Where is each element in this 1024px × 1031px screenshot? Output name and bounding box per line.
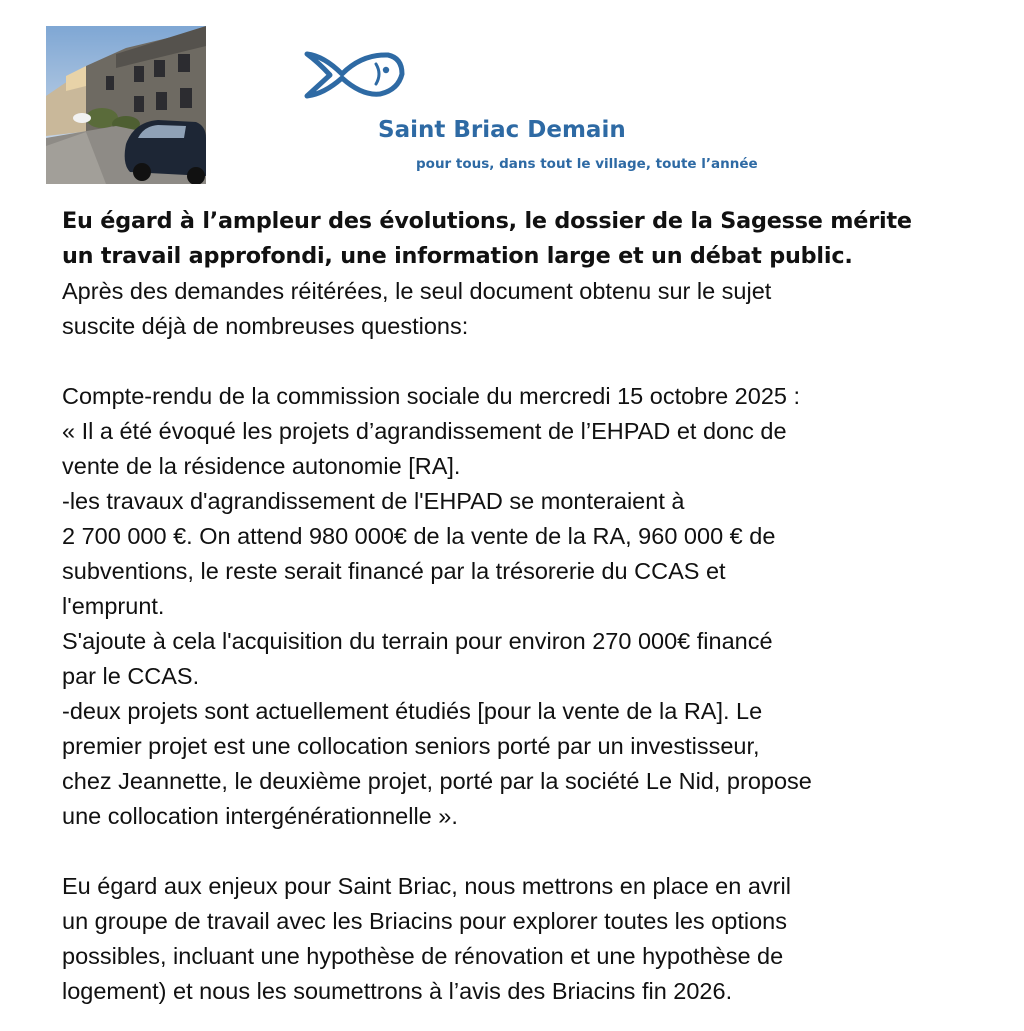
fish-logo-icon	[304, 50, 406, 100]
report-line: vente de la résidence autonomie [RA].	[62, 453, 461, 479]
report-line: par le CCAS.	[62, 663, 200, 689]
report-line: chez Jeannette, le deuxième projet, porté par la société Le Nid, propose	[62, 768, 812, 794]
report-line: premier projet est une collocation seniors porté par un investisseur,	[62, 733, 760, 759]
report-line: -les travaux d'agrandissement de l'EHPAD se monteraient à	[62, 488, 685, 514]
report-line: subventions, le reste serait financé par la trésorerie du CCAS et	[62, 558, 726, 584]
lead-paragraph	[62, 204, 982, 274]
lead-line: Eu égard à l’ampleur des évolutions, le dossier de la Sagesse mérite	[62, 208, 912, 234]
report-quote	[62, 379, 982, 834]
brand-title: Saint Briac Demain	[378, 117, 626, 143]
intro-line: suscite déjà de nombreuses questions:	[62, 313, 469, 339]
closing-line: possibles, incluant une hypothèse de rénovation et une hypothèse de	[62, 943, 784, 969]
street-photo-image	[46, 26, 206, 184]
paragraph-spacer	[62, 834, 982, 869]
report-line: l'emprunt.	[62, 593, 165, 619]
closing-line: Eu égard aux enjeux pour Saint Briac, nous mettrons en place en avril	[62, 873, 791, 899]
report-line: « Il a été évoqué les projets d’agrandissement de l’EHPAD et donc de	[62, 418, 787, 444]
intro-line: Après des demandes réitérées, le seul document obtenu sur le sujet	[62, 278, 772, 304]
closing-line: un groupe de travail avec les Briacins pour explorer toutes les options	[62, 908, 787, 934]
brand-tagline: pour tous, dans tout le village, toute l’année	[416, 156, 758, 172]
report-line: une collocation intergénérationnelle ».	[62, 803, 458, 829]
lead-line: un travail approfondi, une information large et un débat public.	[62, 243, 853, 269]
intro-paragraph	[62, 274, 982, 344]
report-line: S'ajoute à cela l'acquisition du terrain pour environ 270 000€ financé	[62, 628, 773, 654]
paragraph-spacer	[62, 344, 982, 379]
closing-line: logement) et nous les soumettrons à l’avis des Briacins fin 2026.	[62, 978, 733, 1004]
report-line: Compte-rendu de la commission sociale du mercredi 15 octobre 2025 :	[62, 383, 801, 409]
document-body	[62, 204, 982, 1009]
closing-paragraph	[62, 869, 982, 1009]
report-line: 2 700 000 €. On attend 980 000€ de la vente de la RA, 960 000 € de	[62, 523, 776, 549]
header-photo	[46, 26, 206, 184]
report-line: -deux projets sont actuellement étudiés [pour la vente de la RA]. Le	[62, 698, 763, 724]
